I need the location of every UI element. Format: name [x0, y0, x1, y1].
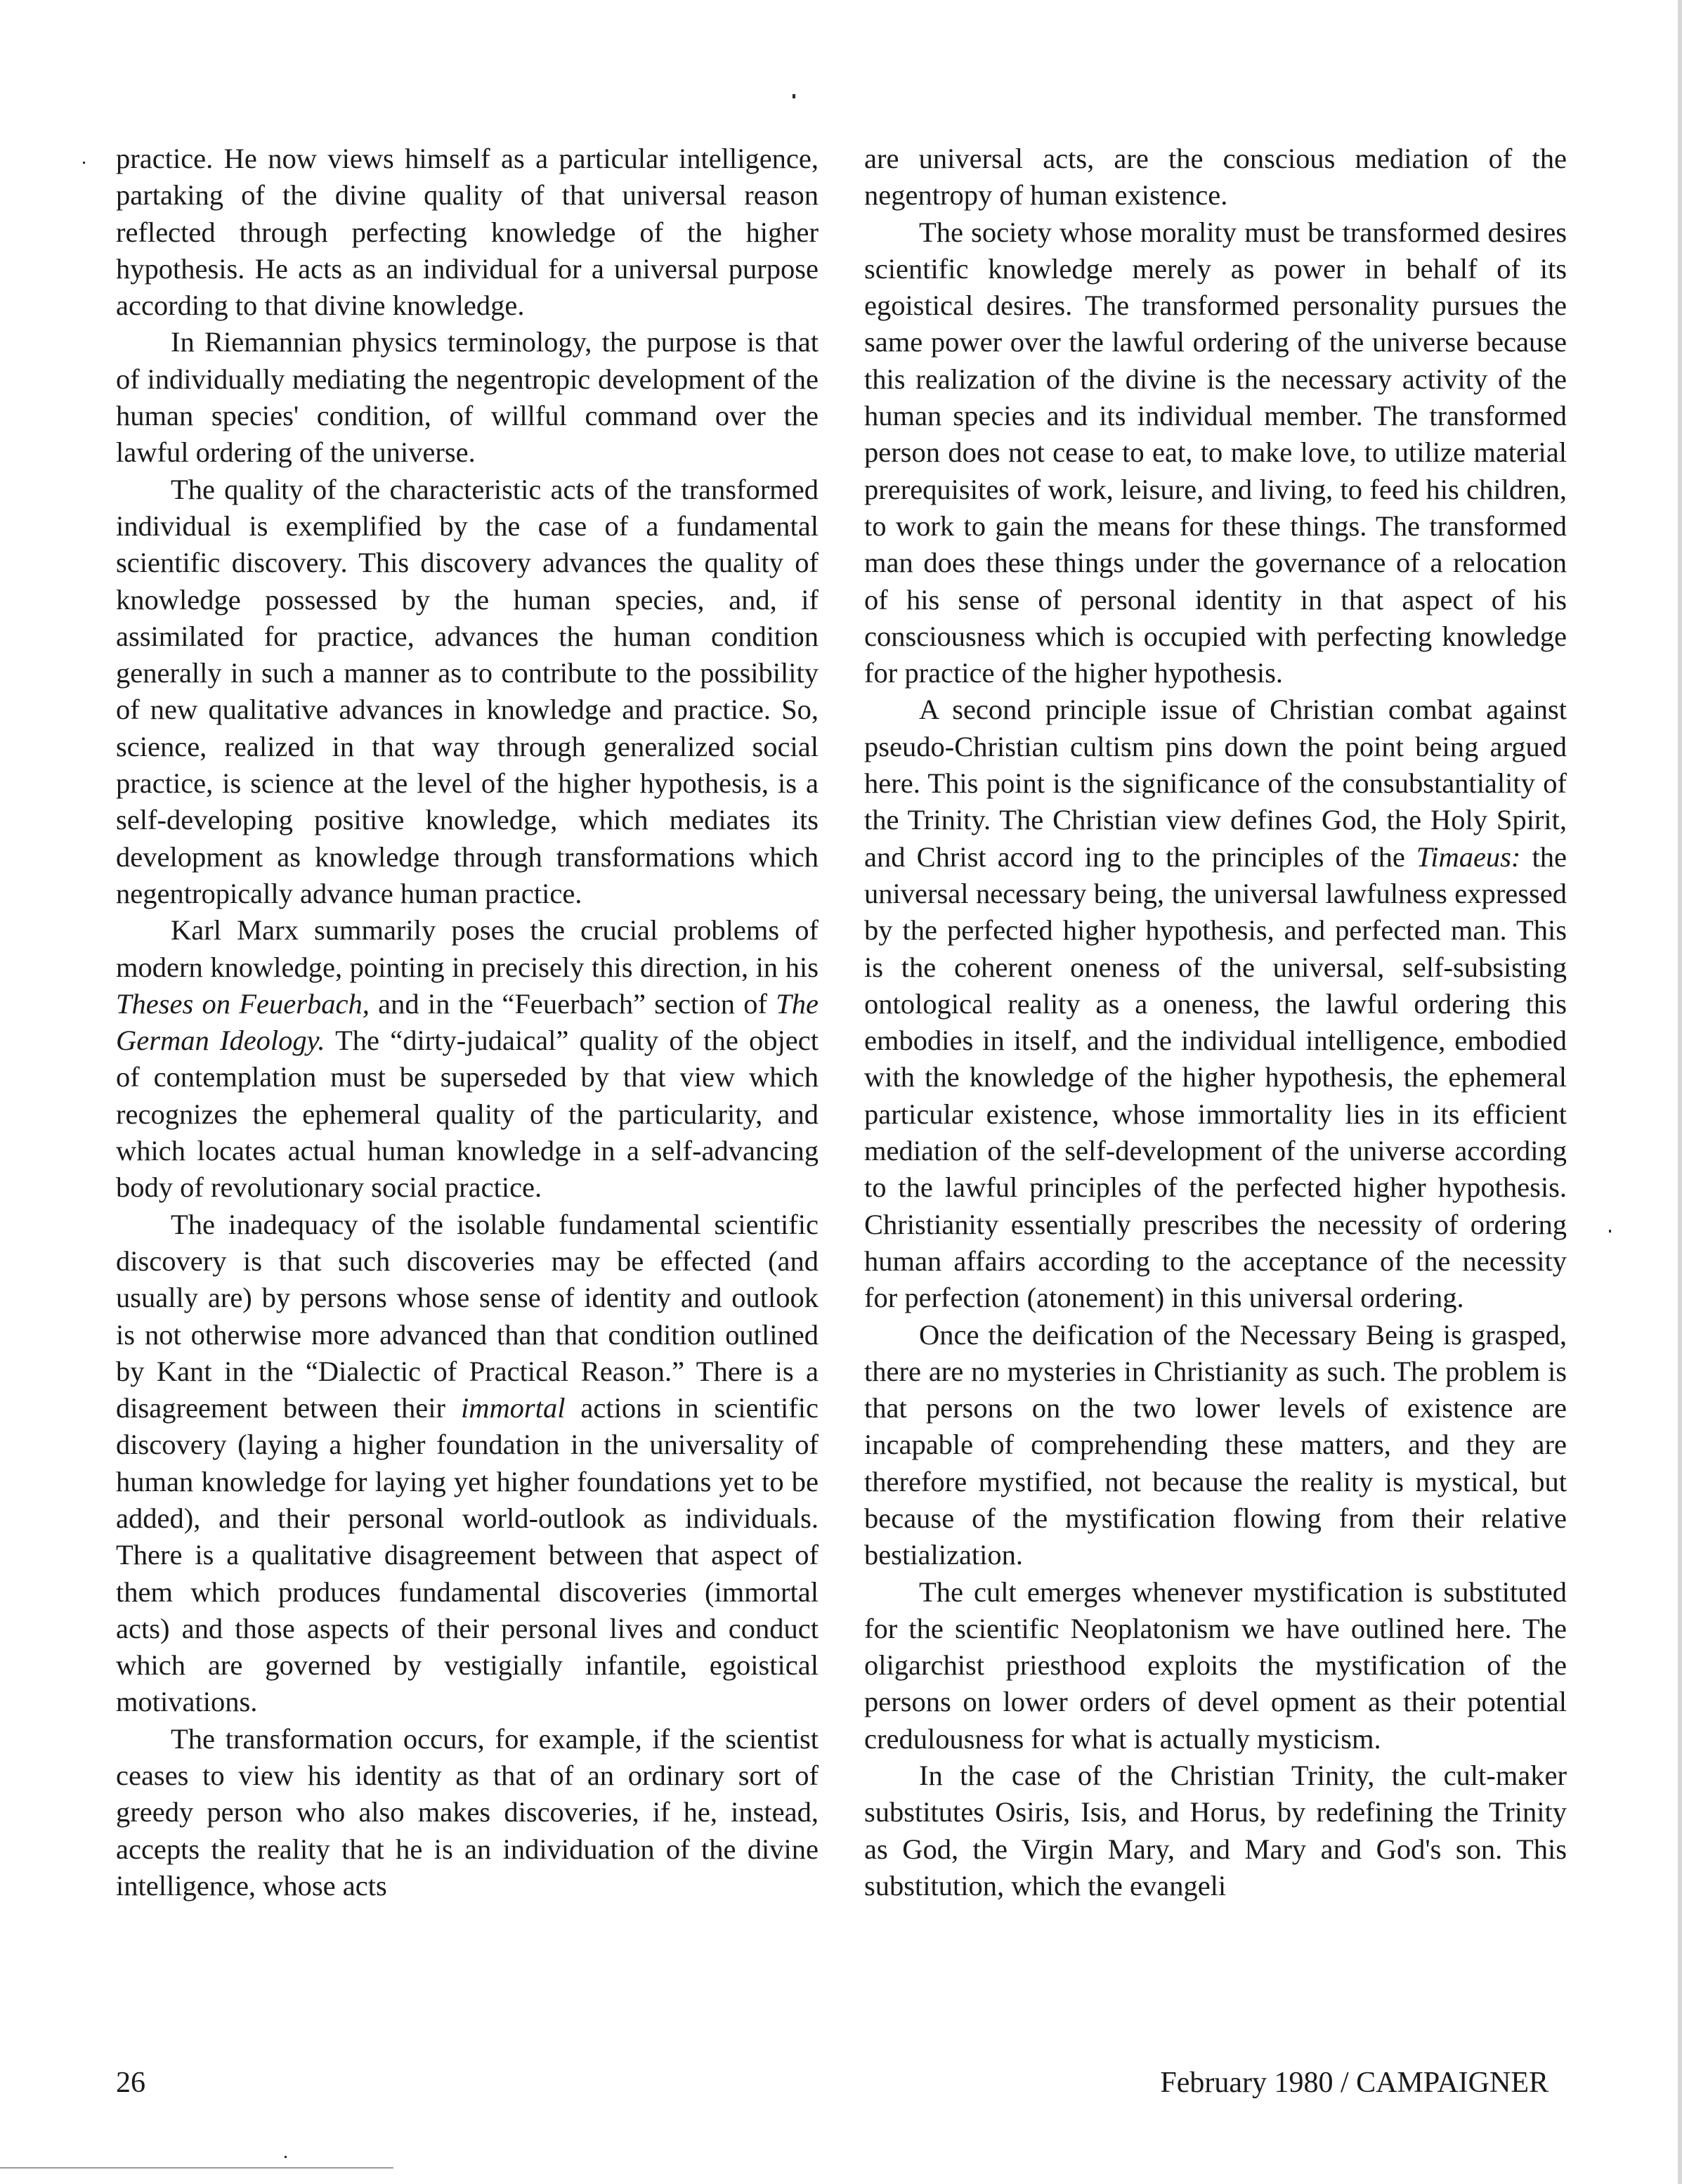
paragraph — [116, 1207, 819, 1721]
scan-speck — [285, 2156, 287, 2158]
scan-speck — [793, 94, 795, 98]
running-footer: February 1980 / CAMPAIGNER — [1160, 2067, 1549, 2099]
text-run: Karl Marx summarily poses the crucial problems of modern knowledge, pointing in precisely this direction, in his — [116, 914, 819, 983]
text-run: and in the “Feuerbach” section of — [369, 987, 776, 1020]
paragraph: In Riemannian physics terminology, the purpose is that of individually mediating the negentropic development of the human species' condition, of willful command over the lawful ordering of the universe. — [116, 326, 819, 469]
paragraph: In the case of the Christian Trinity, the cult-maker substitutes Osiris, Isis, and Horus, by redefining the Trinity as God, the Virgin Mary, and Mary and God's son. This substitution, which the evangeli — [864, 1760, 1567, 1902]
paragraph — [864, 691, 1567, 1316]
paragraph: practice. He now views himself as a particular intelligence, partaking of the divine quality of that universal reason reflected through perfecting knowledge of the higher hypothesis. He acts as an individual for a universal purpose according to that divine knowledge. — [116, 143, 819, 322]
paragraph: The cult emerges whenever mystification is substituted for the scientific Neoplatonism we have outlined here. The oligarchist priesthood exploits the mystification of the persons on lower orders of devel opment as their potential credulousness for what is actually mysticism. — [864, 1575, 1567, 1755]
left-column — [116, 141, 819, 1904]
scan-speck — [83, 162, 85, 164]
emphasis: immortal — [460, 1392, 566, 1424]
text-run: A second principle issue of Christian combat against pseudo-Christian cultism pins down the point being argued here. This point is the significance of the consubstantiality of the Trinity. The Christian view defines God, the Holy Spirit, and Christ accord ing to the principles of the — [864, 694, 1567, 873]
paragraph — [116, 912, 819, 1206]
paragraph: The quality of the characteristic acts of the transformed individual is exemplified by the case of a fundamental scientific discovery. This discovery advances the quality of knowledge possessed by the human species, and, if assimilated for practice, advances the human condition generally in such a manner as to contribute to the possibility of new qualitative advances in knowledge and practice. So, science, realized in that way through generalized social practice, is science at the level of the higher hypothesis, is a self-developing positive knowledge, which mediates its development as knowledge through transformations which negentropically advance human practice. — [116, 473, 819, 909]
book-title: The German Ideology. — [116, 987, 819, 1057]
book-title: Theses on Feuerbach, — [116, 987, 370, 1020]
text-run: The inadequacy of the isolable fundamental scientific discovery is that such discoveries may be effected (and usually are) by persons whose sense of identity and outlook is not otherwise more advanced than that condition outlined by Kant in the “Dialectic of Practical Reason.” There is a disagreement between their — [116, 1208, 819, 1424]
scan-edge — [1678, 0, 1682, 2184]
scan-edge-bottom — [0, 2167, 393, 2169]
paragraph: Once the deification of the Necessary Being is grasped, there are no mysteries in Christianity as such. The problem is that persons on the two lower levels of existence are incapable of comprehending these matters, and they are therefore mystified, not because the reality is mystical, but because of the mystification flowing from their relative bestialization. — [864, 1318, 1567, 1571]
book-title: Timaeus: — [1416, 840, 1521, 873]
paragraph: are universal acts, are the conscious mediation of the negentropy of human existence. — [864, 143, 1567, 212]
scan-speck — [1609, 1230, 1611, 1233]
page-number: 26 — [116, 2067, 145, 2099]
text-run: The “dirty-judaical” quality of the object of contemplation must be superseded by that view which recognizes the ephemeral quality of the particularity, and which locates actual human knowledge in a self-advancing body of revolutionary social practice. — [116, 1025, 819, 1204]
paragraph: The society whose morality must be transformed desires scientific knowledge merely as power in behalf of its egoistical desires. The transformed personality pursues the same power over the lawful ordering of the universe because this realization of the divine is the necessary activity of the human species and its individual member. The transformed person does not cease to eat, to make love, to utilize material prerequisites of work, leisure, and living, to feed his children, to work to gain the means for these things. The transformed man does these things under the governance of a relocation of his sense of personal identity in that aspect of his consciousness which is occupied with perfecting knowledge for practice of the higher hypothesis. — [864, 216, 1567, 689]
paragraph: The transformation occurs, for example, if the scientist ceases to view his identity as that of an ordinary sort of greedy person who also makes discoveries, if he, instead, accepts the reality that he is an individuation of the divine intelligence, whose acts — [116, 1722, 819, 1902]
text-run: the universal necessary being, the universal lawfulness expressed by the perfected higher hypothesis, and perfected man. This is the coherent oneness of the universal, self-subsisting ontological reality as a oneness, the lawful ordering this embodies in itself, and the individual intelligence, embodied with the knowledge of the higher hypothesis, the ephemeral particular existence, whose immortality lies in its efficient mediation of the self-development of the universe according to the lawful principles of the perfected higher hypothesis. Christianity essentially prescribes the necessity of ordering human affairs according to the acceptance of the necessity for perfection (atonement) in this universal ordering. — [864, 840, 1567, 1314]
text-run: actions in scientific discovery (laying a higher foundation in the universality of human knowledge for laying yet higher foundations yet to be added), and their personal world-outlook as individuals. There is a qualitative disagreement between that aspect of them which produces fundamental discoveries (immortal acts) and those aspects of their personal lives and conduct which are governed by vestigially infantile, egoistical motivations. — [116, 1392, 819, 1718]
right-column — [864, 141, 1567, 1904]
